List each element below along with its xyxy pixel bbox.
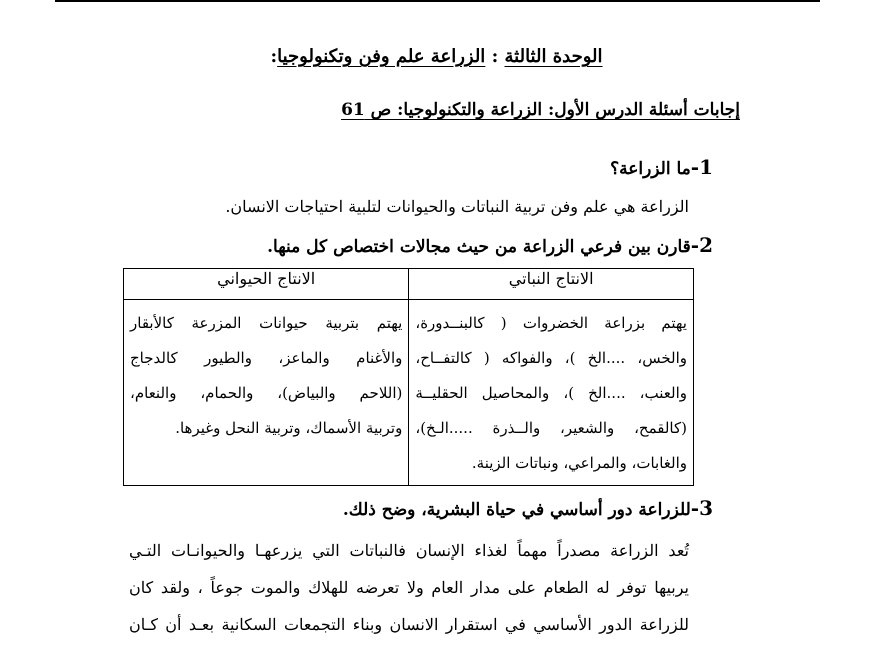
answer-3-line: يربيها توفر له الطعام على مدار العام ولا تعرضه للهلاك والموت جوعاً ، ولقد كان <box>129 578 690 597</box>
animal-line: والأغنام والماعز، والطيور كالدجاج <box>130 349 403 367</box>
question-2 <box>267 233 713 257</box>
question-3 <box>343 496 713 520</box>
unit-title <box>0 46 873 67</box>
unit-title-separator: : <box>485 46 505 67</box>
animal-production-cell <box>124 300 409 486</box>
plant-line: (كالقمح، والشعير، والــذرة .....الـخ)، <box>415 419 687 437</box>
animal-line: وتربية الأسماك، وتربية النحل وغيرها. <box>175 419 403 437</box>
animal-line: (اللاحم والبياض)، والحمام، والنعام، <box>130 384 403 402</box>
question-3-text: للزراعة دور أساسي في حياة البشرية، وضح ذلك. <box>342 500 691 520</box>
answer-3-line: تُعد الزراعة مصدراً مهماً لغذاء الإنسان فالنباتات التي يزرعهـا والحيوانـات التـي <box>129 541 689 560</box>
plant-line: يهتم بزراعة الخضروات ( كالبنــدورة، <box>415 314 687 332</box>
header-plant-production: الانتاج النباتي <box>409 269 694 300</box>
table-header-row <box>124 269 694 300</box>
question-2-number: 2- <box>690 233 713 257</box>
lesson-title: إجابات أسئلة الدرس الأول: الزراعة والتكنولوجيا: ص 61 <box>341 100 740 120</box>
unit-title-suffix: : <box>270 46 278 67</box>
table-row <box>124 300 694 486</box>
unit-title-topic: الزراعة علم وفن وتكنولوجيا <box>277 46 486 67</box>
question-1-text: ما الزراعة؟ <box>610 159 691 179</box>
question-2-text: قارن بين فرعي الزراعة من حيث مجالات اختصاص كل منها. <box>267 237 691 257</box>
plant-production-cell <box>409 300 694 486</box>
plant-line: والخس، ....الخ )، والفواكه ( كالتفــاح، <box>415 349 687 367</box>
question-1-number: 1- <box>690 155 713 179</box>
plant-line: والغابات، والمراعي، ونباتات الزينة. <box>471 454 687 472</box>
unit-title-prefix: الوحدة الثالثة <box>504 46 603 67</box>
answer-3-line: للزراعة الدور الأساسي في استقرار الانسان وبناء التجمعات السكانية بعـد أن كـان <box>129 615 689 634</box>
comparison-table <box>123 268 694 486</box>
question-3-number: 3- <box>690 496 713 520</box>
answer-1: الزراعة هي علم وفن تربية النباتات والحيوانات لتلبية احتياجات الانسان. <box>225 197 689 216</box>
plant-line: والعنب، ....الخ )، والمحاصيل الحقليــة <box>415 384 687 402</box>
header-animal-production: الانتاج الحيواني <box>124 269 409 300</box>
animal-line: يهتم بتربية حيوانات المزرعة كالأبقار <box>130 314 403 332</box>
question-1 <box>610 155 713 179</box>
